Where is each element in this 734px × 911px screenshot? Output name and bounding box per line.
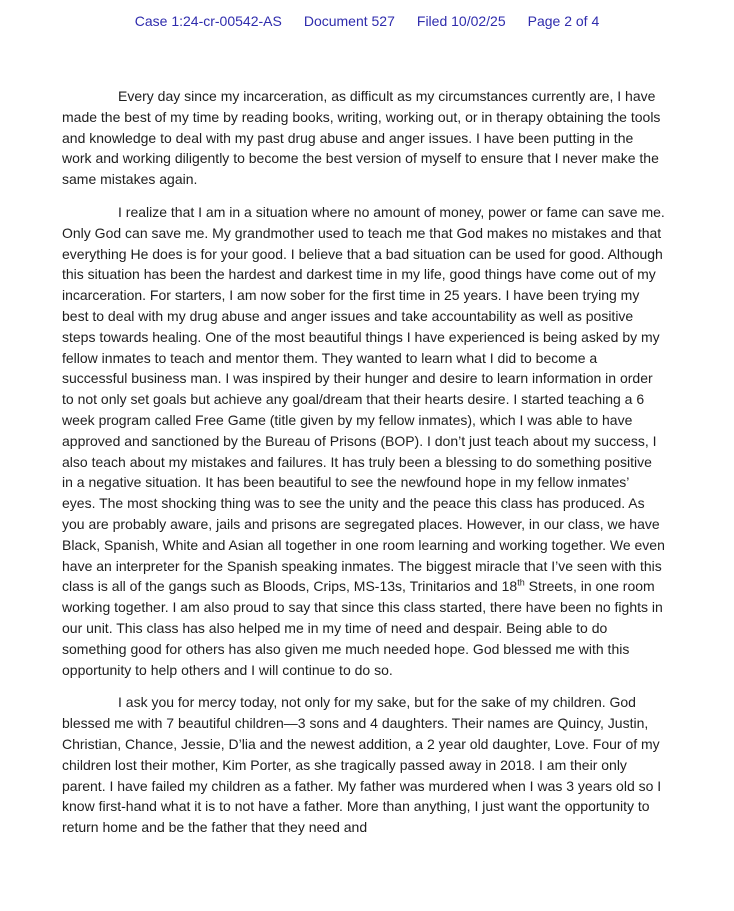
paragraph-mercy-children <box>62 692 666 838</box>
paragraph-text-pre: I realize that I am in a situation where no amount of money, power or fame can save me. Only God can save me. My grandmother used to teach me that God makes no mistakes and that everything He does is for your good. I believe that a bad situation can be used for good. Although this situation has been the hardest and darkest time in my life, good things have come out of my incarceration. For starters, I am now sober for the first time in 25 years. I have been trying my best to deal with my drug abuse and anger issues and take accountability as well as positive steps towards healing. One of the most beautiful things I have experienced is being asked by my fellow inmates to teach and mentor them. They wanted to learn what I did to become a successful business man. I was inspired by their hunger and desire to learn information in order to not only set goals but achieve any goal/dream that their hearts desire. I started teaching a 6 week program called Free Game (title given by my fellow inmates), which I was able to have approved and sanctioned by the Bureau of Prisons (BOP). I don’t just teach about my success, I also teach about my mistakes and failures. It has truly been a blessing to do something positive in a negative situation. It has been beautiful to see the newfound hope in my fellow inmates’ eyes. The most shocking thing was to see the unity and the peace this class has produced. As you are probably aware, jails and prisons are segregated places. However, in our class, we have Black, Spanish, White and Asian all together in one room learning and working together. We even have an interpreter for the Spanish speaking inmates. The biggest miracle that I’ve seen with this class is all of the gangs such as Bloods, Crips, MS-13s, Trinitarios and 18 <box>62 203 665 595</box>
case-number: Case 1:24-cr-00542-AS <box>134 13 282 29</box>
page-number: Page 2 of 4 <box>527 13 600 29</box>
paragraph-text: Every day since my incarceration, as difficult as my circumstances currently are, I have made the best of my time by reading books, writing, working out, or in therapy obtaining the tools and knowledge to deal with my past drug abuse and anger issues. I have been putting in the work and working diligently to become the best version of myself to ensure that I never make the same mistakes again. <box>62 88 661 188</box>
paragraph-free-game-program <box>62 202 666 680</box>
paragraph-text: I ask you for mercy today, not only for my sake, but for the sake of my children. God blessed me with 7 beautiful children—3 sons and 4 daughters. Their names are Quincy, Justin, Christian, Chance, Jessie, D’lia and the newest addition, a 2 year old daughter, Love. Four of my children lost their mother, Kim Porter, as she tragically passed away in 2018. I am their only parent. I have failed my children as a father. My father was murdered when I was 3 years old so I know first-hand what it is to not have a father. More than anything, I just want the opportunity to return home and be the father that they need and <box>62 694 662 836</box>
filed-date: Filed 10/02/25 <box>416 13 506 29</box>
paragraph-incarceration-efforts <box>62 86 666 190</box>
paragraph-text-post: Streets, in one room working together. I am also proud to say that since this class started, there have been no fights in our unit. This class has also helped me in my time of need and despair. Being able to do something good for others has also given me much needed hope. God blessed me with this opportunity to help others and I will continue to do so. <box>62 578 663 678</box>
document-number: Document 527 <box>303 13 395 29</box>
court-filing-stamp <box>0 13 734 29</box>
ordinal-superscript: th <box>517 577 525 588</box>
letter-body <box>62 86 666 850</box>
